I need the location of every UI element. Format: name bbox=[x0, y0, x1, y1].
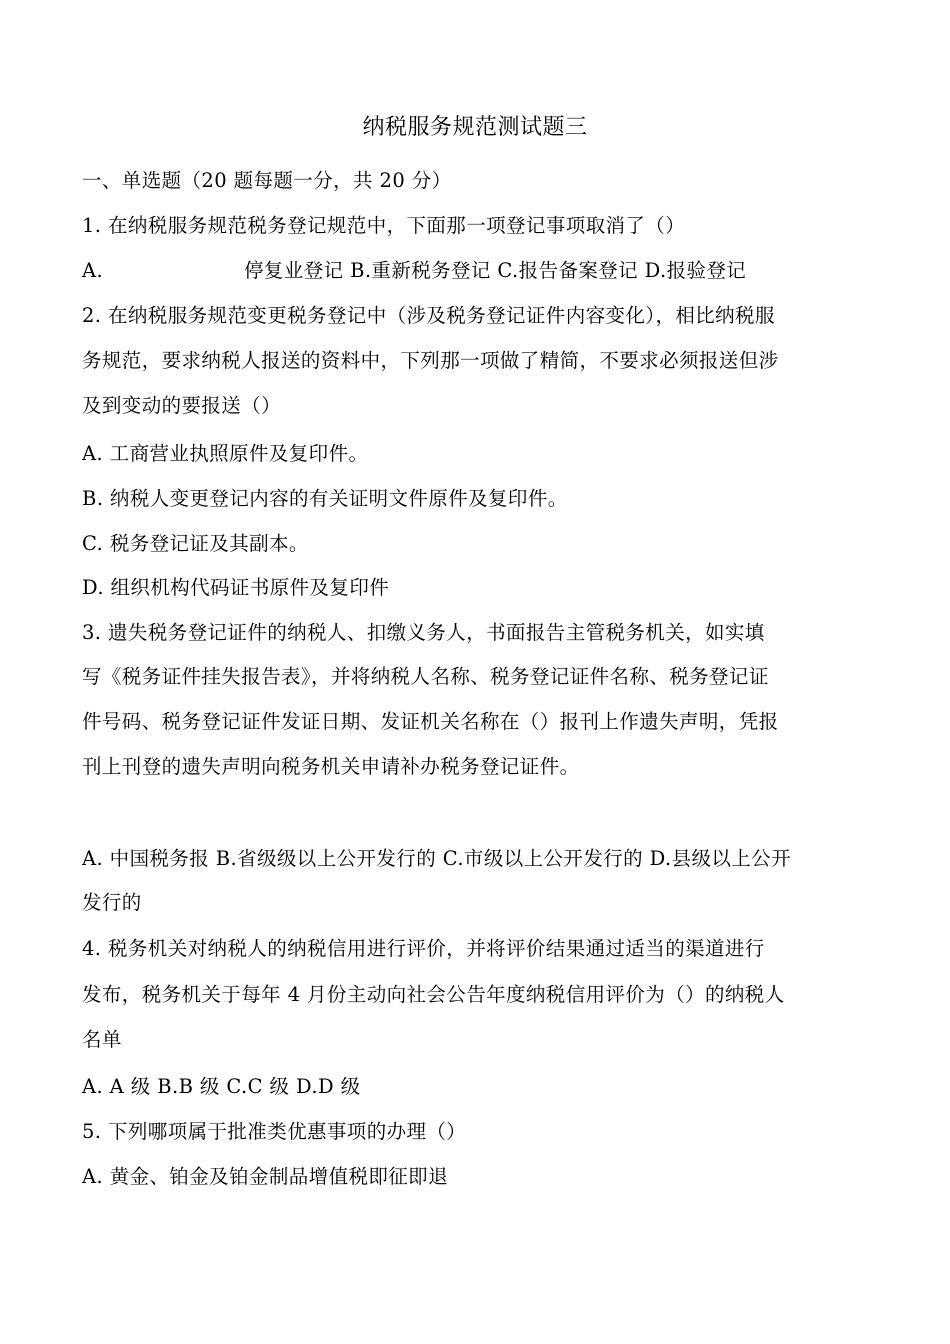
question-1-options bbox=[82, 255, 872, 287]
question-4-stem-line: 发布，税务机关于每年 4 月份主动向社会公告年度纳税信用评价为（）的纳税人 bbox=[82, 983, 785, 1006]
question-2-stem-line: 及到变动的要报送（） bbox=[82, 394, 282, 417]
question-5-stem: 5. 下列哪项属于批准类优惠事项的办理（） bbox=[82, 1120, 467, 1143]
question-1-options-text: 停复业登记 B.重新税务登记 C.报告备案登记 D.报验登记 bbox=[244, 259, 747, 282]
question-2-option-a: A. 工商营业执照原件及复印件。 bbox=[82, 442, 369, 465]
question-3-stem-line: 写《税务证件挂失报告表》，并将纳税人名称、税务登记证件名称、税务登记证 bbox=[82, 665, 769, 688]
question-2-option-c: C. 税务登记证及其副本。 bbox=[82, 532, 309, 555]
question-3-options-line: A. 中国税务报 B.省级级以上公开发行的 C.市级以上公开发行的 D.县级以上公开 bbox=[82, 847, 791, 870]
question-5-option-a: A. 黄金、铂金及铂金制品增值税即征即退 bbox=[82, 1165, 448, 1188]
question-3-stem-line: 3. 遗失税务登记证件的纳税人、扣缴义务人，书面报告主管税务机关，如实填 bbox=[82, 621, 765, 644]
page-title: 纳税服务规范测试题三 bbox=[362, 115, 588, 140]
question-4-options: A. A 级 B.B 级 C.C 级 D.D 级 bbox=[82, 1075, 361, 1098]
question-2-option-d: D. 组织机构代码证书原件及复印件 bbox=[82, 576, 390, 599]
section-heading: 一、单选题（20 题每题一分，共 20 分） bbox=[82, 169, 452, 192]
question-3-stem-line: 件号码、税务登记证件发证日期、发证机关名称在（）报刊上作遗失声明，凭报 bbox=[82, 710, 779, 733]
question-1-stem: 1. 在纳税服务规范税务登记规范中，下面那一项登记事项取消了（） bbox=[82, 214, 686, 237]
question-3-stem-line: 刊上刊登的遗失声明向税务机关申请补办税务登记证件。 bbox=[82, 755, 580, 778]
question-2-stem-line: 务规范，要求纳税人报送的资料中，下列那一项做了精简，不要求必须报送但涉 bbox=[82, 349, 779, 372]
question-2-stem-line: 2. 在纳税服务规范变更税务登记中（涉及税务登记证件内容变化），相比纳税服 bbox=[82, 304, 775, 327]
question-4-stem-line: 名单 bbox=[82, 1028, 122, 1051]
question-1-option-label: A. bbox=[82, 259, 104, 282]
question-4-stem-line: 4. 税务机关对纳税人的纳税信用进行评价，并将评价结果通过适当的渠道进行 bbox=[82, 937, 765, 960]
question-3-options-line: 发行的 bbox=[82, 891, 142, 914]
question-2-option-b: B. 纳税人变更登记内容的有关证明文件原件及复印件。 bbox=[82, 487, 568, 510]
